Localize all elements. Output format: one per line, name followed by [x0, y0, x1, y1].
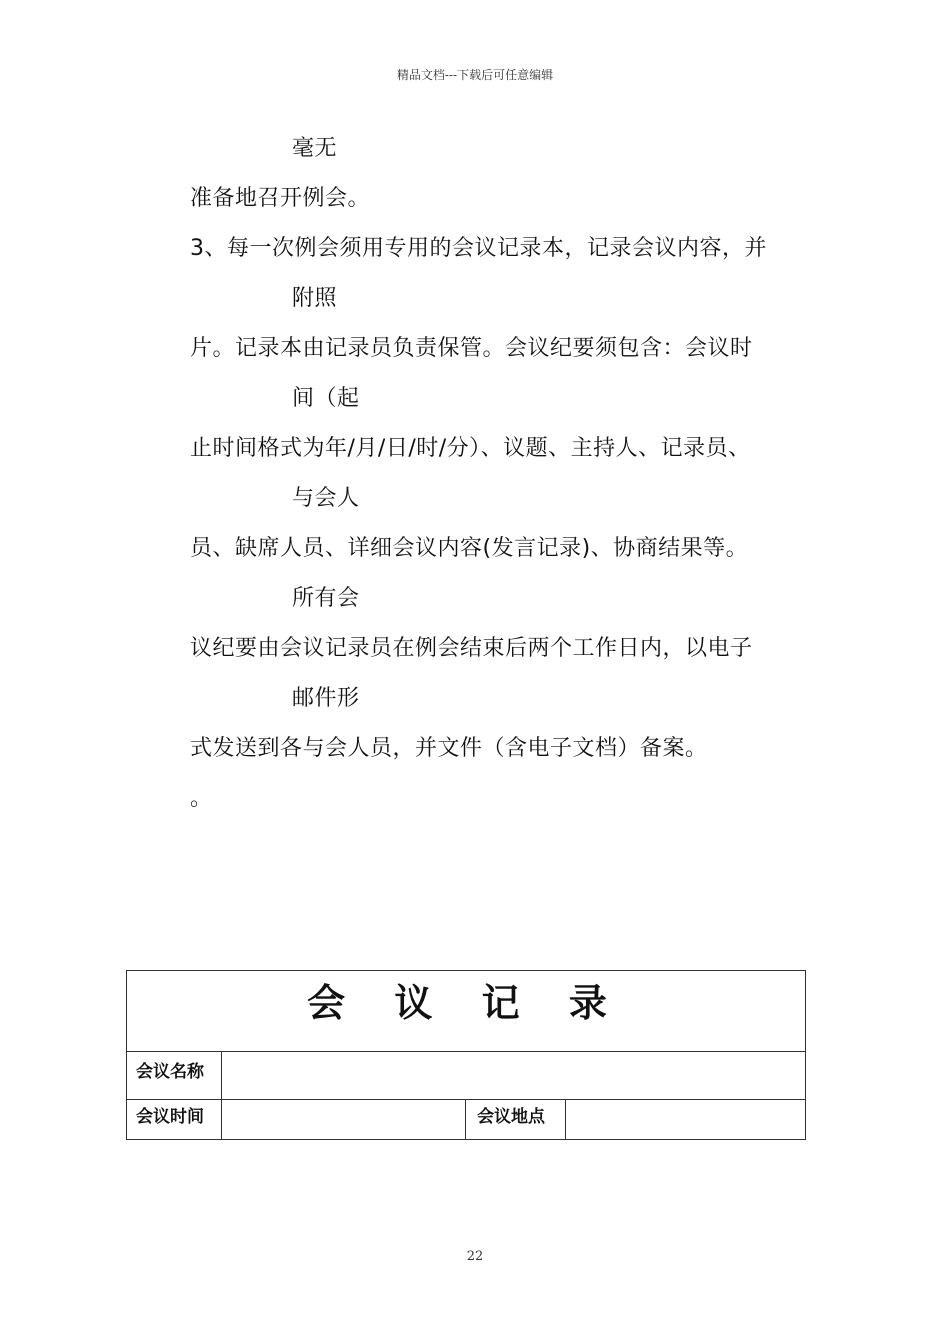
body-line: 间（起	[292, 386, 360, 411]
table-divider	[465, 1099, 466, 1139]
meeting-record-table	[126, 970, 806, 1140]
body-line: 员、缺席人员、详细会议内容(发言记录)、协商结果等。	[190, 536, 749, 561]
body-line: 片。记录本由记录员负责保管。会议纪要须包含：会议时	[190, 336, 753, 361]
table-title: 会 议 记 录	[307, 981, 625, 1025]
meeting-time-label: 会议时间	[136, 1107, 204, 1127]
body-line: 议纪要由会议记录员在例会结束后两个工作日内，以电子	[190, 636, 753, 661]
body-line: 3、每一次例会须用专用的会议记录本，记录会议内容，并	[190, 236, 767, 261]
body-line: 与会人	[292, 486, 360, 511]
meeting-name-label: 会议名称	[136, 1062, 204, 1082]
table-divider	[127, 1099, 805, 1100]
meeting-place-label: 会议地点	[477, 1107, 545, 1127]
body-line: 。	[190, 786, 213, 811]
body-line: 所有会	[292, 586, 360, 611]
body-line: 止时间格式为年/月/日/时/分）、议题、主持人、记录员、	[190, 436, 751, 461]
table-divider	[221, 1051, 222, 1139]
page-number: 22	[466, 1249, 484, 1264]
body-line: 式发送到各与会人员，并文件（含电子文档）备案。	[190, 736, 708, 761]
body-line: 毫无	[292, 136, 338, 161]
body-line: 准备地召开例会。	[190, 186, 371, 211]
table-divider	[565, 1099, 566, 1139]
body-line: 附照	[292, 286, 338, 311]
page-header: 精品文档---下载后可任意编辑	[396, 68, 554, 82]
body-line: 邮件形	[292, 686, 360, 711]
table-divider	[127, 1051, 805, 1052]
